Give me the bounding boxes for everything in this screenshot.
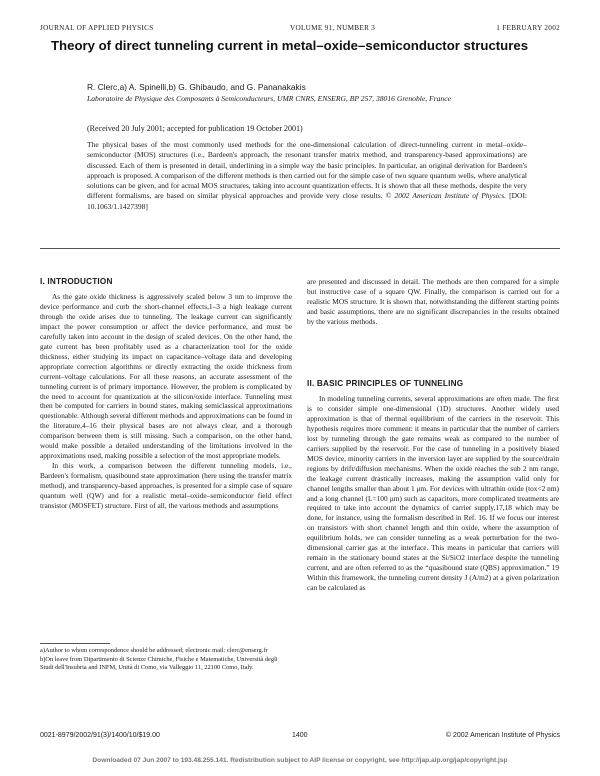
abstract (87, 140, 527, 212)
footnote-divider (40, 643, 110, 644)
footer-code: 0021-8979/2002/91(3)/1400/10/$19.00 (40, 732, 160, 739)
abstract-text: The physical bases of the most commonly used methods for the one-dimensional calculation of direct-tunneling current in metal–oxide–semiconductor (MOS) structures (i.e., Bardeen's approach, the resonant transfer matrix method, and transparency-based approximations) are discussed. Each of them is presented in detail, underlining in a simple way the basic principles. In particular, an original derivation for Bardeen's approach is proposed. A comparison of the different methods is then carried out for the simple case of two square quantum wells, where analytical solutions can be given, and for actual MOS structures, taking into account quantization effects. It is shown that all these methods, despite the very different formalisms, are based on similar physical approaches and provide very close results. (87, 140, 527, 201)
section-heading-tunneling: II. BASIC PRINCIPLES OF TUNNELING (307, 379, 464, 388)
abstract-divider (40, 248, 560, 249)
footnote-a: a)Author to whom correspondence should be addressed; electronic mail: clerc@enserg.fr (40, 647, 268, 654)
journal-name: JOURNAL OF APPLIED PHYSICS (40, 24, 154, 32)
received-dates: (Received 20 July 2001; accepted for publication 19 October 2001) (87, 124, 303, 133)
intro-paragraph-2: In this work, a comparison between the different tunneling models, i.e., Bardeen's formalism, quasibound state approximation (here using the transfer matrix method), and transparency-based approaches, is presented for a simple case of square quantum well (QW) and for a realistic metal–oxide–semiconductor field effect transistor (MOSFET) structure. First of all, the various methods and assumptions (40, 461, 292, 511)
column-right-top (307, 277, 559, 327)
footnote-b: b)On leave from Dipartimento di Scienze Chimiche, Fisiche e Matematiche, Università degli Studi dell'Insubria and INFM, Unità di Como, via Valleggio 11, 22100 Como, Italy. (40, 655, 278, 671)
authors: R. Clerc,a) A. Spinelli,b) G. Ghibaudo, and G. Pananakakis (87, 82, 306, 92)
abstract-copyright: © 2002 American Institute of Physics. (385, 191, 507, 201)
issue-date: 1 FEBRUARY 2002 (496, 24, 560, 32)
page-number: 1400 (292, 732, 308, 739)
column-left (40, 292, 292, 511)
paper-title: Theory of direct tunneling current in metal–oxide–semiconductor structures (51, 38, 529, 53)
footnotes (40, 647, 292, 673)
intro-paragraph-1: As the gate oxide thickness is aggressively scaled below 3 nm to improve the device performance and curb the short-channel effects,1–3 a high leakage current through the oxide arises due to tunneling. The leakage current can significantly impact the power consumption or affect the device performance, and must be carefully taken into account in the design of scaled devices. On the other hand, the gate current has been profitably used as a characterization tool for the oxide thickness, either studying its impact on capacitance–voltage data and developing appropriate correction algorithms or directly extracting the oxide thickness from current–voltage calculations. For all these reasons, an accurate assessment of the tunneling current is of primary importance. However, the problem is complicated by the need to account for quantization at the silicon/oxide interface. Tunneling must then be computed for carriers in bound states, making semiclassical approximations questionable. Although several different methods and approximations can be found in the literature,4–16 their physical bases are not always clear, and a thorough comparison between them is still missing. Such a comparison, on the other hand, would make possible a detailed understanding of the limitations involved in the approximations used, making possible a selection of the most appropriate models. (40, 292, 292, 461)
tunneling-paragraph-1: In modeling tunneling currents, several approximations are often made. The first is to consider simple one-dimensional (1D) structures. Another widely used approximation is that of thermal equilibrium of the carriers in the reservoir. This hypothesis requires more comment: it means in particular that the number of carriers lost by tunneling through the gate remains weak as compared to the number of carriers supplied by the reservoir. For the case of tunneling in a positively biased MOS device, minority carriers in the inversion layer are supplied by the source/drain regions by drift/diffusion mechanisms. When the oxide reaches the sub 2 nm range, the leakage current drastically increases, making the assumption valid only for channel lengths smaller than about 1 μm. For devices with ultrathin oxide (tox<2 nm) and a long channel (L=100 μm) such as capacitors, more complicated treatments are required to take into account the dynamics of carrier supply,17,18 which may be done, for instance, using the formalism described in Ref. 16. If we focus our interest on transistors with short channel length and thin oxide, where the assumption of equilibrium holds, we can consider tunneling as a weak perturbation for the two-dimensional carrier gas at the interface. This means in particular that carriers will remain in the stationary bound states at the Si/SiO2 interface despite the tunneling current, and are often referred to as the “quasibound state (QBS) approximation.” 19 Within this framework, the tunneling current density J (A/m2) at a given polarization can be calculated as (307, 394, 559, 593)
footer-copyright: © 2002 American Institute of Physics (445, 732, 560, 739)
column-right-bottom (307, 394, 559, 593)
download-notice[interactable]: Downloaded 07 Jun 2007 to 193.48.255.141. Redistribution subject to AIP license or copyright, see http://jap.aip.org/jap/copyright.jsp (92, 757, 508, 764)
volume-info: VOLUME 91, NUMBER 3 (290, 24, 376, 32)
doi[interactable]: [DOI: 10.1063/1.1427398] (87, 191, 528, 211)
intro-continuation: are presented and discussed in detail. The methods are then compared for a simple but instructive case of a square QW. Finally, the comparison is carried out for a realistic MOS structure. It is shown that, notwithstanding the different starting points and basic assumptions, there are no significant discrepancies in the results obtained by the various methods. (307, 277, 559, 326)
section-heading-introduction: I. INTRODUCTION (40, 277, 113, 286)
affiliation: Laboratoire de Physique des Composants à Semiconducteurs, UMR CNRS, ENSERG, BP 257, 38016 Grenoble, France (87, 94, 451, 103)
